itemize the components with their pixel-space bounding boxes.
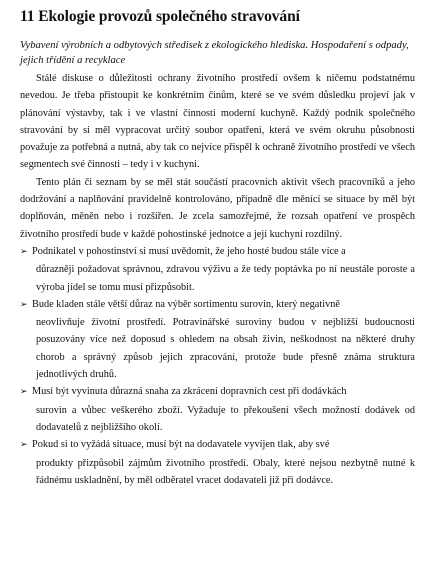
arrow-bullet-icon: ➢ [20, 246, 28, 257]
bullet-first-line: Musí být vyvinuta důrazná snaha za zkrácení dopravních cest při dodávkách [32, 386, 347, 398]
bullet-first-line: Podnikatel v pohostinství si musí uvědomit, že jeho hosté budou stále více a [32, 245, 346, 257]
bullet-first-line: Pokud si to vyžádá situace, musí být na dodavatele vyvíjen tlak, aby své [32, 439, 330, 451]
arrow-bullet-icon: ➢ [20, 299, 28, 310]
bullet-item [20, 383, 415, 436]
bullet-item [20, 436, 415, 489]
bullet-item [20, 296, 415, 383]
bullet-continuation: neovlivňuje životní prostředí. Potravinářské suroviny budou v nejbližší budoucnosti posuzovány více než doposud s ohledem na obsah živin, neškodnost na některé druhy chorob a správný způsob jejich zpracování, protože bude přesně známa struktura jednotlivých druhů. [36, 317, 415, 381]
document-body [20, 70, 415, 489]
section-subtitle: Vybavení výrobních a odbytových středisek z ekologického hlediska. Hospodaření s odpady, jejich třídění a recyklace [20, 40, 409, 66]
bullet-continuation: surovin a vůbec veškerého zboží. Vyžaduje to překoušení všech možností dodávek od dodavatelů z nejbližšího okolí. [36, 404, 415, 433]
arrow-bullet-icon: ➢ [20, 440, 28, 451]
paragraph: Tento plán či seznam by se měl stát součástí pracovních aktivit všech pracovníků a jeho dodržování a naplňování pravidelně kontrolováno, případně dle měnící se situace by měl být doplňován, měněn nebo i rozšířen. Je zcela samozřejmé, že rozsah opatření ve prospěch životního prostředí bude v každé pohostinské jednotce a její kuchyni rozdílný. [20, 176, 415, 240]
arrow-bullet-icon: ➢ [20, 387, 28, 398]
bullet-item [20, 243, 415, 296]
page-title: 11 Ekologie provozů společného stravování [20, 8, 300, 25]
bullet-first-line: Bude kladen stále větší důraz na výběr sortimentu surovin, který negativně [32, 298, 340, 310]
bullet-continuation: důrazněji požadovat správnou, zdravou výživu a že tedy poptávka po ní neustále poroste a výroba jídel se tomu musí přizpůsobit. [36, 264, 415, 293]
paragraph: Stálé diskuse o důležitosti ochrany životního prostředí ovšem k ničemu podstatnému nevedou. Je třeba přistoupit ke konkrétním činům, které se ve svém důsledku projeví jak v plánování výstavby, tak i ve vlastní činnosti moderní kuchyně. Každý podnik společného stravování by si měl vypracovat určitý soubor opatření, která ve svém okruhu působnosti považuje za potřebná a nutná, aby tak co nejvíce přispěl k ochraně životního prostředí ve všech segmentech své činnosti – tedy i v kuchyni. [20, 73, 415, 171]
bullet-continuation: produkty přizpůsobil zájmům životního prostředí. Obaly, které nejsou nezbytně nutné k řádnému uskladnění, by měl odběratel vracet dodavateli již při dodávce. [36, 457, 415, 486]
